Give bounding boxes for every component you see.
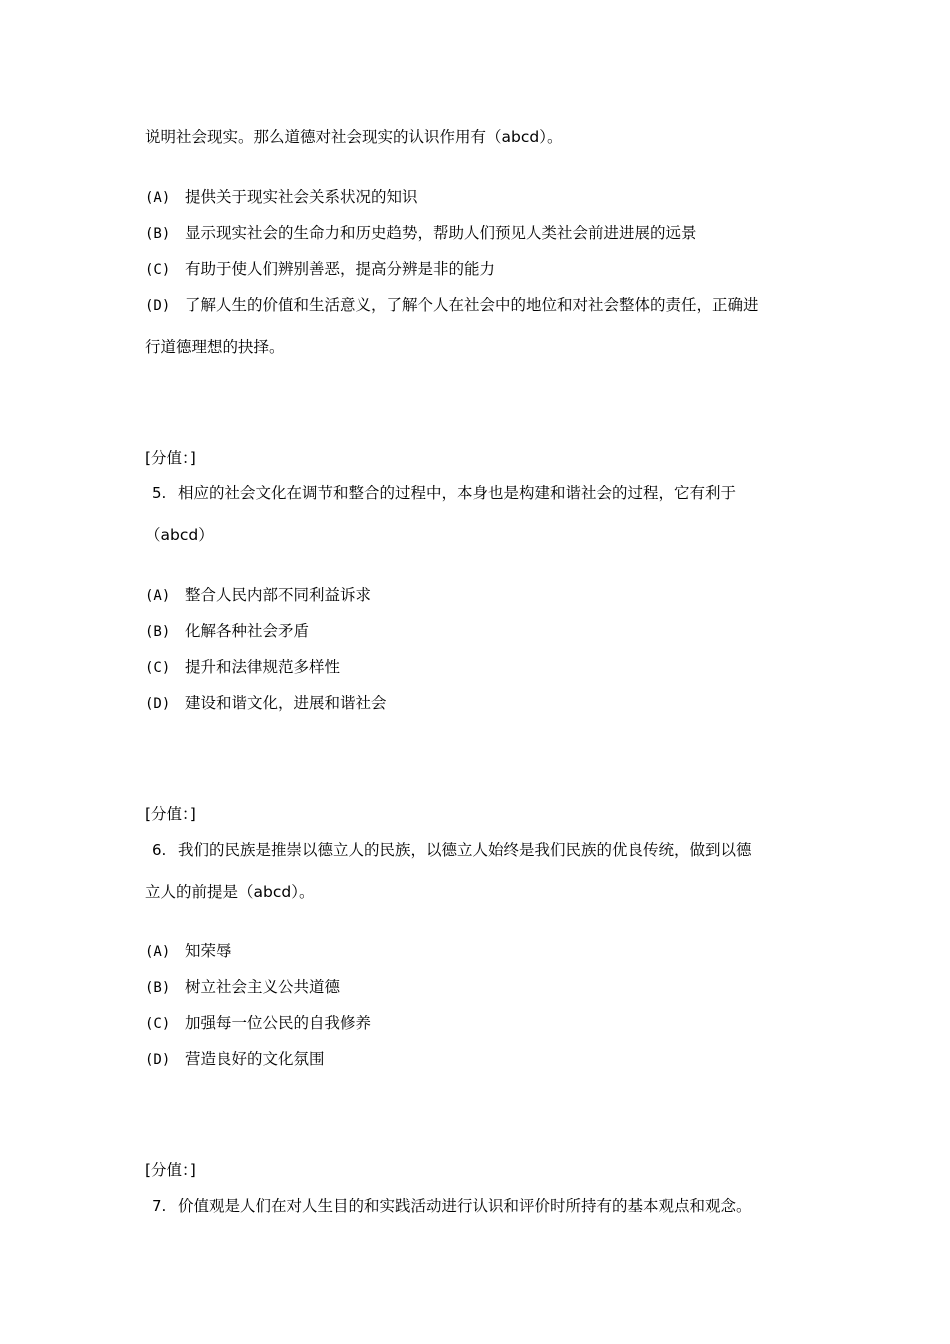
- option-label: (D): [145, 696, 171, 712]
- option-text: 整合人民内部不同利益诉求: [185, 586, 372, 604]
- option-text: 提升和法律规范多样性: [185, 658, 341, 676]
- q4-option-c: [145, 259, 495, 280]
- option-text: 树立社会主义公共道德: [185, 978, 341, 996]
- q4-option-d-continuation: 行道德理想的抉择。: [145, 338, 285, 356]
- option-label: (B): [145, 980, 171, 996]
- option-text: 知荣辱: [185, 942, 232, 960]
- option-label: (D): [145, 298, 171, 314]
- option-text: 营造良好的文化氛围: [185, 1050, 325, 1068]
- option-label: (B): [145, 624, 171, 640]
- option-text: 有助于使人们辨别善恶，提高分辨是非的能力: [185, 260, 496, 278]
- q5-score: [分值：]: [145, 805, 196, 823]
- question-number: 5.: [152, 484, 167, 502]
- q5-option-d: [145, 693, 387, 714]
- option-label: (C): [145, 262, 171, 278]
- q4-score: [分值：]: [145, 449, 196, 467]
- option-label: (C): [145, 660, 171, 676]
- q6-option-b: [145, 977, 340, 998]
- q6-stem: [152, 840, 752, 860]
- q5-option-c: [145, 657, 340, 678]
- question-text: 我们的民族是推崇以德立人的民族，以德立人始终是我们民族的优良传统，做到以德: [178, 841, 752, 859]
- q6-stem-continuation: 立人的前提是（abcd）。: [145, 883, 315, 901]
- question-text: 相应的社会文化在调节和整合的过程中，本身也是构建和谐社会的过程，它有利于: [178, 484, 737, 502]
- option-label: (B): [145, 226, 171, 242]
- option-label: (A): [145, 944, 171, 960]
- option-text: 加强每一位公民的自我修养: [185, 1014, 372, 1032]
- question-text: 价值观是人们在对人生目的和实践活动进行认识和评价时所持有的基本观点和观念。: [178, 1197, 752, 1215]
- q6-option-c: [145, 1013, 371, 1034]
- question-number: 6.: [152, 841, 167, 859]
- q7-stem: [152, 1196, 752, 1216]
- question-number: 7.: [152, 1197, 167, 1215]
- option-text: 了解人生的价值和生活意义，了解个人在社会中的地位和对社会整体的责任，正确进: [185, 296, 759, 314]
- q4-option-d: [145, 295, 759, 316]
- option-label: (A): [145, 190, 171, 206]
- q6-option-d: [145, 1049, 325, 1070]
- option-label: (A): [145, 588, 171, 604]
- option-text: 化解各种社会矛盾: [185, 622, 310, 640]
- q4-option-b: [145, 223, 697, 244]
- option-label: (C): [145, 1016, 171, 1032]
- q4-option-a: [145, 187, 418, 208]
- option-text: 建设和谐文化，进展和谐社会: [185, 694, 387, 712]
- q5-stem: [152, 483, 736, 503]
- q5-stem-continuation: （abcd）: [145, 526, 214, 544]
- q6-option-a: [145, 941, 232, 962]
- option-text: 显示现实社会的生命力和历史趋势，帮助人们预见人类社会前进进展的远景: [185, 224, 697, 242]
- q4-stem-continuation: 说明社会现实。那么道德对社会现实的认识作用有（abcd）。: [145, 128, 563, 146]
- q5-option-a: [145, 585, 371, 606]
- option-label: (D): [145, 1052, 171, 1068]
- q6-score: [分值：]: [145, 1161, 196, 1179]
- option-text: 提供关于现实社会关系状况的知识: [185, 188, 418, 206]
- q5-option-b: [145, 621, 309, 642]
